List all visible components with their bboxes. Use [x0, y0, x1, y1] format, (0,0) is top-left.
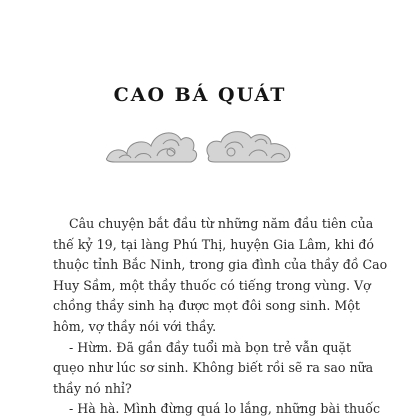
chapter-body: [53, 214, 388, 420]
body-line: Câu chuyện bắt đầu từ những năm đầu tiên của: [69, 216, 374, 231]
body-line: Huy Sầm, một thầy thuốc có tiếng trong vùng. Vợ: [53, 277, 371, 293]
right-cloud-icon: [207, 132, 290, 162]
chapter-title: CAO BÁ QUÁT: [113, 84, 287, 106]
body-line: - Hừm. Đã gần đầy tuổi mà bọn trẻ vẫn quặt: [69, 339, 352, 355]
cloud-swirl-ornament-icon: [105, 118, 295, 170]
body-line: hôm, vợ thầy nói với thầy.: [53, 318, 217, 334]
body-line: - Hà hà. Mình đừng quá lo lắng, những bài thuốc: [69, 401, 381, 417]
body-line: thuộc tỉnh Bắc Ninh, trong gia đình của thầy đồ Cao: [53, 257, 388, 273]
body-line: chồng thầy sinh hạ được mọt đôi song sinh. Một: [53, 298, 360, 314]
body-line: thầy nó nhỉ?: [53, 380, 132, 396]
left-cloud-icon: [106, 133, 196, 162]
body-line: thế kỷ 19, tại làng Phú Thị, huyện Gia Lâm, khi đó: [53, 236, 374, 252]
body-line: quẹo như lúc sơ sinh. Không biết rồi sẽ ra sao nữa: [53, 360, 374, 376]
